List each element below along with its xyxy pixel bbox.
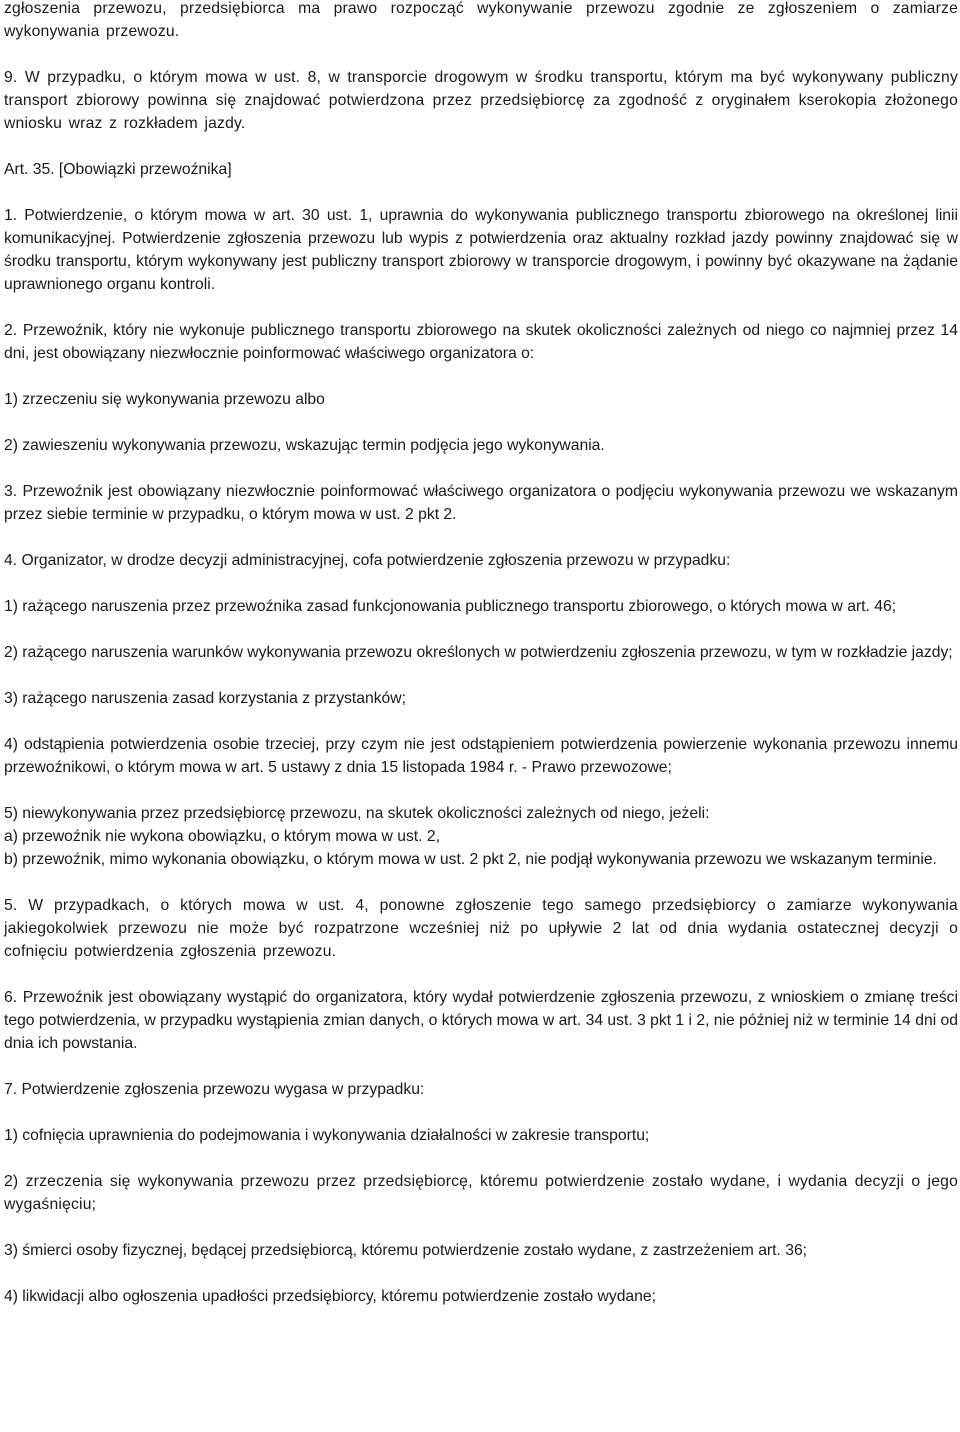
list-item-1: 1) zrzeczeniu się wykonywania przewozu albo	[4, 391, 325, 408]
paragraph-ust-3: 3. Przewoźnik jest obowiązany niezwłocznie poinformować właściwego organizatora o podjęciu wykonywania przewozu we wskazanym przez siebie terminie w przypadku, o którym mowa w ust. 2 pkt 2.	[4, 483, 958, 523]
document-page	[4, 0, 958, 1308]
article-heading: Art. 35. [Obowiązki przewoźnika]	[4, 161, 232, 178]
list-item-2: 2) zawieszeniu wykonywania przewozu, wskazując termin podjęcia jego wykonywania.	[4, 437, 605, 454]
list-item-3: 3) rażącego naruszenia zasad korzystania z przystanków;	[4, 690, 406, 707]
list-item-4: 4) likwidacji albo ogłoszenia upadłości przedsiębiorcy, któremu potwierdzenie zostało wydane;	[4, 1288, 656, 1305]
list-item-2: 2) rażącego naruszenia warunków wykonywania przewozu określonych w potwierdzeniu zgłoszenia przewozu, w tym w rozkładzie jazdy;	[4, 644, 953, 661]
list-item-1: 1) rażącego naruszenia przez przewoźnika zasad funkcjonowania publicznego transportu zbiorowego, o których mowa w art. 46;	[4, 598, 897, 615]
paragraph-ust-2: 2. Przewoźnik, który nie wykonuje publicznego transportu zbiorowego na skutek okoliczności zależnych od niego co najmniej przez 14 dni, jest obowiązany niezwłocznie poinformować właściwego organizatora o:	[4, 322, 958, 362]
paragraph-continuation: zgłoszenia przewozu, przedsiębiorca ma prawo rozpocząć wykonywanie przewozu zgodnie ze zgłoszeniem o zamiarze wykonywania przewozu.	[4, 0, 958, 40]
paragraph-ust-9: 9. W przypadku, o którym mowa w ust. 8, w transporcie drogowym w środku transportu, którym ma być wykonywany publiczny transport zbiorowy powinna się znajdować potwierdzona przez przedsiębiorcę za zgodność z oryginałem kserokopia złożonego wniosku wraz z rozkładem jazdy.	[4, 69, 958, 132]
paragraph-ust-5: 5. W przypadkach, o których mowa w ust. 4, ponowne zgłoszenie tego samego przedsiębiorcy o zamiarze wykonywania jakiegokolwiek przewozu nie może być rozpatrzone wcześniej niż po upływie 2 lat od dnia wydania ostatecznej decyzji o cofnięciu potwierdzenia zgłoszenia przewozu.	[4, 897, 958, 960]
list-subitem-a: a) przewoźnik nie wykona obowiązku, o którym mowa w ust. 2,	[4, 828, 440, 845]
list-item-1: 1) cofnięcia uprawnienia do podejmowania i wykonywania działalności w zakresie transportu;	[4, 1127, 650, 1144]
paragraph-ust-4: 4. Organizator, w drodze decyzji administracyjnej, cofa potwierdzenie zgłoszenia przewozu w przypadku:	[4, 552, 731, 569]
list-item-3: 3) śmierci osoby fizycznej, będącej przedsiębiorcą, któremu potwierdzenie zostało wydane, z zastrzeżeniem art. 36;	[4, 1242, 808, 1259]
list-subitem-b: b) przewoźnik, mimo wykonania obowiązku, o którym mowa w ust. 2 pkt 2, nie podjął wykonywania przewozu we wskazanym terminie.	[4, 851, 937, 868]
paragraph-ust-7: 7. Potwierdzenie zgłoszenia przewozu wygasa w przypadku:	[4, 1081, 425, 1098]
paragraph-ust-6: 6. Przewoźnik jest obowiązany wystąpić do organizatora, który wydał potwierdzenie zgłoszenia przewozu, z wnioskiem o zmianę treści tego potwierdzenia, w przypadku wystąpienia zmian danych, o których mowa w art. 34 ust. 3 pkt 1 i 2, nie później niż w terminie 14 dni od dnia ich powstania.	[4, 989, 958, 1052]
paragraph-ust-1: 1. Potwierdzenie, o którym mowa w art. 30 ust. 1, uprawnia do wykonywania publicznego transportu zbiorowego na określonej linii komunikacyjnej. Potwierdzenie zgłoszenia przewozu lub wypis z potwierdzenia oraz aktualny rozkład jazdy powinny znajdować się w środku transportu, którym wykonywany jest publiczny transport zbiorowy w transporcie drogowym, i powinny być okazywane na żądanie uprawnionego organu kontroli.	[4, 207, 958, 293]
list-item-4: 4) odstąpienia potwierdzenia osobie trzeciej, przy czym nie jest odstąpieniem potwierdzenia powierzenie wykonania przewozu innemu przewoźnikowi, o którym mowa w art. 5 ustawy z dnia 15 listopada 1984 r. - Prawo przewozowe;	[4, 736, 958, 776]
list-item-5: 5) niewykonywania przez przedsiębiorcę przewozu, na skutek okoliczności zależnych od niego, jeżeli:	[4, 805, 710, 822]
list-item-2: 2) zrzeczenia się wykonywania przewozu przez przedsiębiorcę, któremu potwierdzenie zostało wydane, i wydania decyzji o jego wygaśnięciu;	[4, 1173, 958, 1213]
